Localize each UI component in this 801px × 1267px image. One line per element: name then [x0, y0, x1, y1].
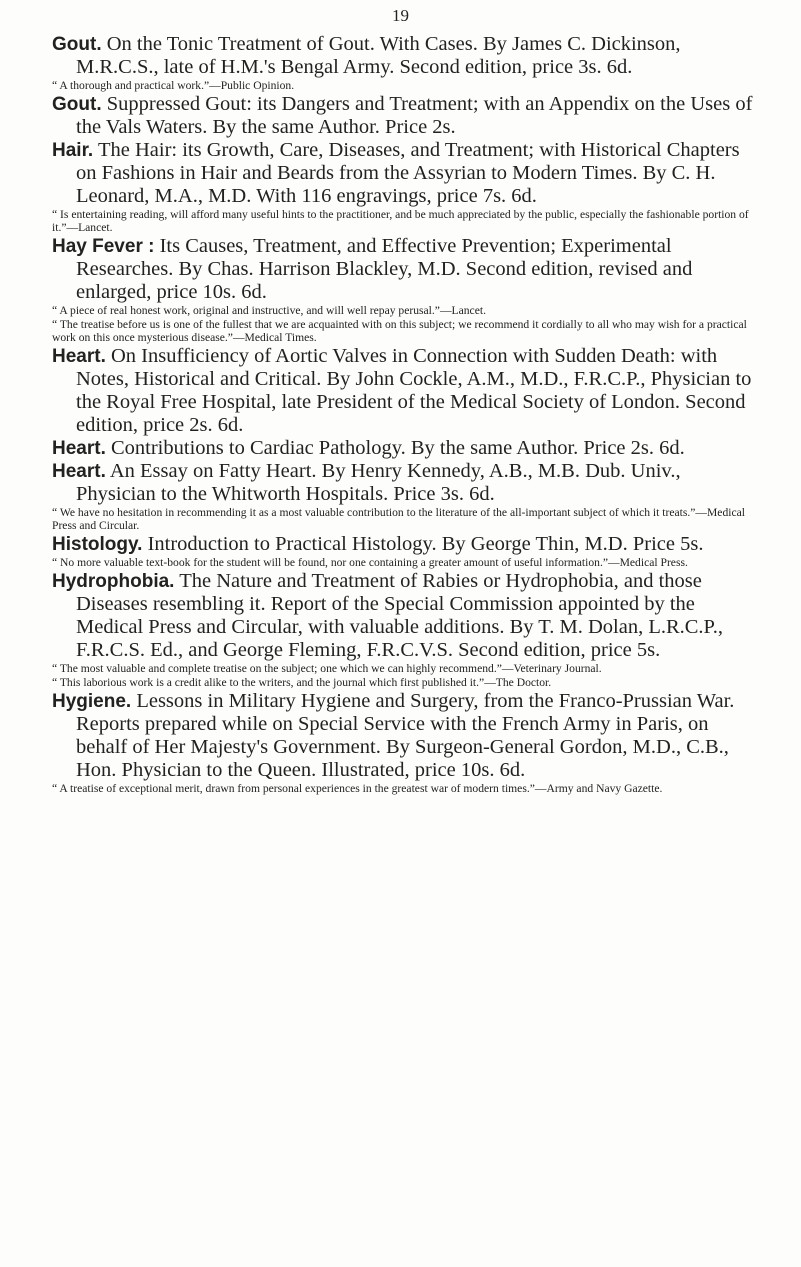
review-quote: “ Is entertaining reading, will afford many useful hints to the practitioner, and be much appreciated by the public, especially the fashionable portion of it.”—Lancet. — [52, 208, 749, 234]
entry-text: The Hair: its Growth, Care, Diseases, and Treatment; with Historical Chapters on Fashions in Hair and Beards from the Assyrian to Modern Times. By C. H. Leonard, M.A., M.D. With 116 engravings, price 7s. 6d. — [76, 139, 740, 207]
entry-heading: Hay Fever : — [52, 236, 155, 257]
entry-heading: Hydrophobia. — [52, 571, 175, 592]
entry-text: On the Tonic Treatment of Gout. With Cases. By James C. Dickinson, M.R.C.S., late of H.M.'s Bengal Army. Second edition, price 3s. 6d. — [76, 33, 681, 78]
catalogue-entry — [52, 437, 764, 460]
entry-heading: Gout. — [52, 94, 102, 115]
catalogue-entry — [52, 570, 764, 689]
catalogue-column — [52, 33, 764, 796]
entry-heading: Gout. — [52, 34, 102, 55]
catalogue-entry — [52, 345, 764, 437]
review-quote: “ A piece of real honest work, original and instructive, and will well repay perusal.”—Lancet. — [52, 304, 486, 317]
entry-text: Suppressed Gout: its Dangers and Treatment; with an Appendix on the Uses of the Vals Waters. By the same Author. Price 2s. — [76, 93, 753, 138]
review-quote: “ No more valuable text-book for the student will be found, nor one containing a greater amount of useful information.”—Medical Press. — [52, 556, 688, 569]
catalogue-entry — [52, 533, 764, 569]
review-quote: “ We have no hesitation in recommending it as a most valuable contribution to the literature of the all-important subject of which it treats.”—Medical Press and Circular. — [52, 506, 745, 532]
entry-text: The Nature and Treatment of Rabies or Hydrophobia, and those Diseases resembling it. Report of the Special Commission appointed by the Medical Press and Circular, with valuable additions. By T. M. Dolan, L.R.C.P., F.R.C.S. Ed., and George Fleming, F.R.C.V.S. Second edition, price 5s. — [76, 570, 723, 661]
catalogue-entry — [52, 33, 764, 92]
review-quote: “ This laborious work is a credit alike to the writers, and the journal which first published it.”—The Doctor. — [52, 676, 552, 689]
entry-text: Lessons in Military Hygiene and Surgery, from the Franco-Prussian War. Reports prepared while on Special Service with the French Army in Paris, on behalf of Her Majesty's Government. By Surgeon-General Gordon, M.D., C.B., Hon. Physician to the Queen. Illustrated, price 10s. 6d. — [76, 690, 735, 781]
entry-text: Introduction to Practical Histology. By George Thin, M.D. Price 5s. — [147, 533, 704, 555]
entry-heading: Heart. — [52, 461, 106, 482]
catalogue-entry — [52, 460, 764, 532]
review-quote: “ The treatise before us is one of the fullest that we are acquainted with on this subject; we recommend it cordially to all who may wish for a practical work on this once mysterious disease.”—Medical Times. — [52, 318, 747, 344]
entry-text: Contributions to Cardiac Pathology. By the same Author. Price 2s. 6d. — [110, 437, 685, 459]
entry-heading: Heart. — [52, 438, 106, 459]
catalogue-entry — [52, 93, 764, 139]
entry-heading: Hygiene. — [52, 691, 132, 712]
entry-text: An Essay on Fatty Heart. By Henry Kennedy, A.B., M.B. Dub. Univ., Physician to the Whitworth Hospitals. Price 3s. 6d. — [76, 460, 681, 505]
entry-heading: Histology. — [52, 534, 143, 555]
entry-heading: Heart. — [52, 346, 106, 367]
entry-heading: Hair. — [52, 140, 94, 161]
review-quote: “ A thorough and practical work.”—Public Opinion. — [52, 79, 295, 92]
entry-text: Its Causes, Treatment, and Effective Prevention; Experimental Researches. By Chas. Harrison Blackley, M.D. Second edition, revised and enlarged, price 10s. 6d. — [76, 235, 693, 303]
catalogue-entry — [52, 139, 764, 234]
page-number: 19 — [392, 6, 409, 25]
catalogue-entry — [52, 235, 764, 344]
catalogue-entry — [52, 690, 764, 795]
review-quote: “ A treatise of exceptional merit, drawn from personal experiences in the greatest war of modern times.”—Army and Navy Gazette. — [52, 782, 663, 795]
entry-text: On Insufficiency of Aortic Valves in Connection with Sudden Death: with Notes, Historical and Critical. By John Cockle, A.M., M.D., F.R.C.P., Physician to the Royal Free Hospital, late President of the Medical Society of London. Second edition, price 2s. 6d. — [76, 345, 752, 436]
review-quote: “ The most valuable and complete treatise on the subject; one which we can highly recommend.”—Veterinary Journal. — [52, 662, 602, 675]
